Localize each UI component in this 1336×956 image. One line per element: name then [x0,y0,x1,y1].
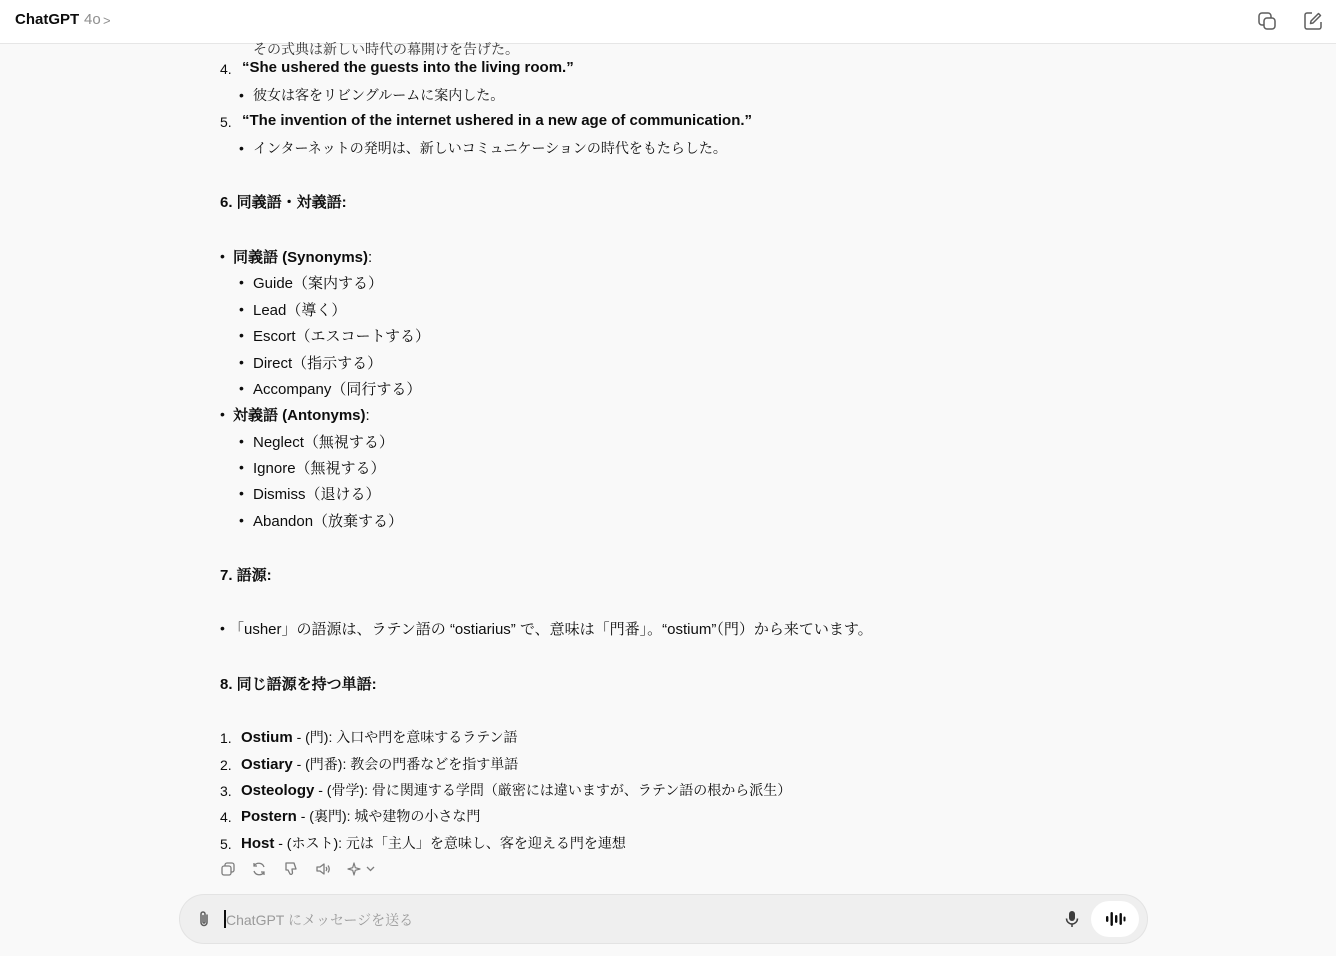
message-composer [180,895,1147,943]
app-title[interactable]: ChatGPT [15,11,80,28]
example-translation: インターネットの発明は、新しいコミュニケーションの時代をもたらした。 [253,140,727,156]
voice-mode-button[interactable] [1091,901,1139,937]
related-word-desc: - (門番): 教会の門番などを指す単語 [292,756,519,772]
bullet: • [239,354,244,370]
related-word-desc: - (門): 入口や門を意味するラテン語 [292,729,518,745]
list-number: 4. [220,809,232,825]
bullet: • [239,301,244,317]
bullet: • [220,406,225,422]
related-word-desc: - (骨学): 骨に関連する学問（厳密には違いますが、ラテン語の根から派生） [314,782,792,798]
list-number: 3. [220,783,232,799]
microphone-icon[interactable] [1062,909,1082,929]
voice-waveform-icon [1104,909,1126,929]
synonym-item: Lead（導く） [253,302,347,319]
synonyms-label: 同義語 (Synonyms) [233,249,369,266]
copy-icon[interactable] [220,861,236,877]
antonym-item: Ignore（無視する） [253,460,386,477]
related-word: Ostiary [241,756,293,773]
message-input[interactable] [224,895,1028,945]
synonym-item: Direct（指示する） [253,355,383,372]
bullet: • [239,87,244,103]
example-sentence: “She ushered the guests into the living room.” [242,59,574,76]
bullet: • [239,512,244,528]
antonym-item: Neglect（無視する） [253,434,394,451]
related-word: Osteology [241,782,315,799]
related-word-desc: - (ホスト): 元は「主人」を意味し、客を迎える門を連想 [274,835,626,851]
read-aloud-icon[interactable] [315,861,331,877]
paperclip-icon[interactable] [194,909,214,929]
section-heading: 6. 同義語・対義語: [220,194,347,211]
bullet: • [239,274,244,290]
list-number: 5. [220,836,232,852]
example-translation: 彼女は客をリビングルームに案内した。 [253,87,505,103]
list-number: 2. [220,757,232,773]
related-word-desc: - (裏門): 城や建物の小さな門 [296,808,481,824]
text-caret [224,910,226,928]
bullet: • [239,485,244,501]
bullet: • [239,380,244,396]
chevron-right-icon[interactable]: > [103,13,111,28]
bullet: • [239,459,244,475]
related-word: Postern [241,808,297,825]
example-sentence: “The invention of the internet ushered in a new age of communication.” [242,112,753,129]
bullet: • [239,140,244,156]
regenerate-icon[interactable] [251,861,267,877]
bullet: • [239,327,244,343]
antonyms-label: 対義語 (Antonyms) [233,407,366,424]
bullet: • [220,248,225,264]
model-switch-sparkle-icon[interactable] [347,861,377,877]
synonym-item: Guide（案内する） [253,275,384,292]
list-number: 5. [220,114,232,130]
antonym-item: Dismiss（退ける） [253,486,381,503]
section-heading: 7. 語源: [220,567,272,584]
cut-off-line: その式典は新しい時代の幕開けを告げた。 [253,41,519,57]
model-selector[interactable]: 4o [84,11,101,28]
related-word: Ostium [241,729,293,746]
related-word: Host [241,835,275,852]
bullet: • [239,433,244,449]
list-number: 1. [220,730,232,746]
etymology-text: 「usher」の語源は、ラテン語の “ostiarius” で、意味は「門番」。“ostium”（門）から来ています。 [229,621,873,638]
synonym-item: Accompany（同行する） [253,381,422,398]
temporary-chat-icon[interactable] [1256,10,1278,32]
antonym-item: Abandon（放棄する） [253,513,404,530]
list-number: 4. [220,61,232,77]
synonym-item: Escort（エスコートする） [253,328,431,345]
thumbs-down-icon[interactable] [283,861,299,877]
section-heading: 8. 同じ語源を持つ単語: [220,676,377,693]
bullet: • [220,620,225,636]
new-chat-icon[interactable] [1302,10,1324,32]
